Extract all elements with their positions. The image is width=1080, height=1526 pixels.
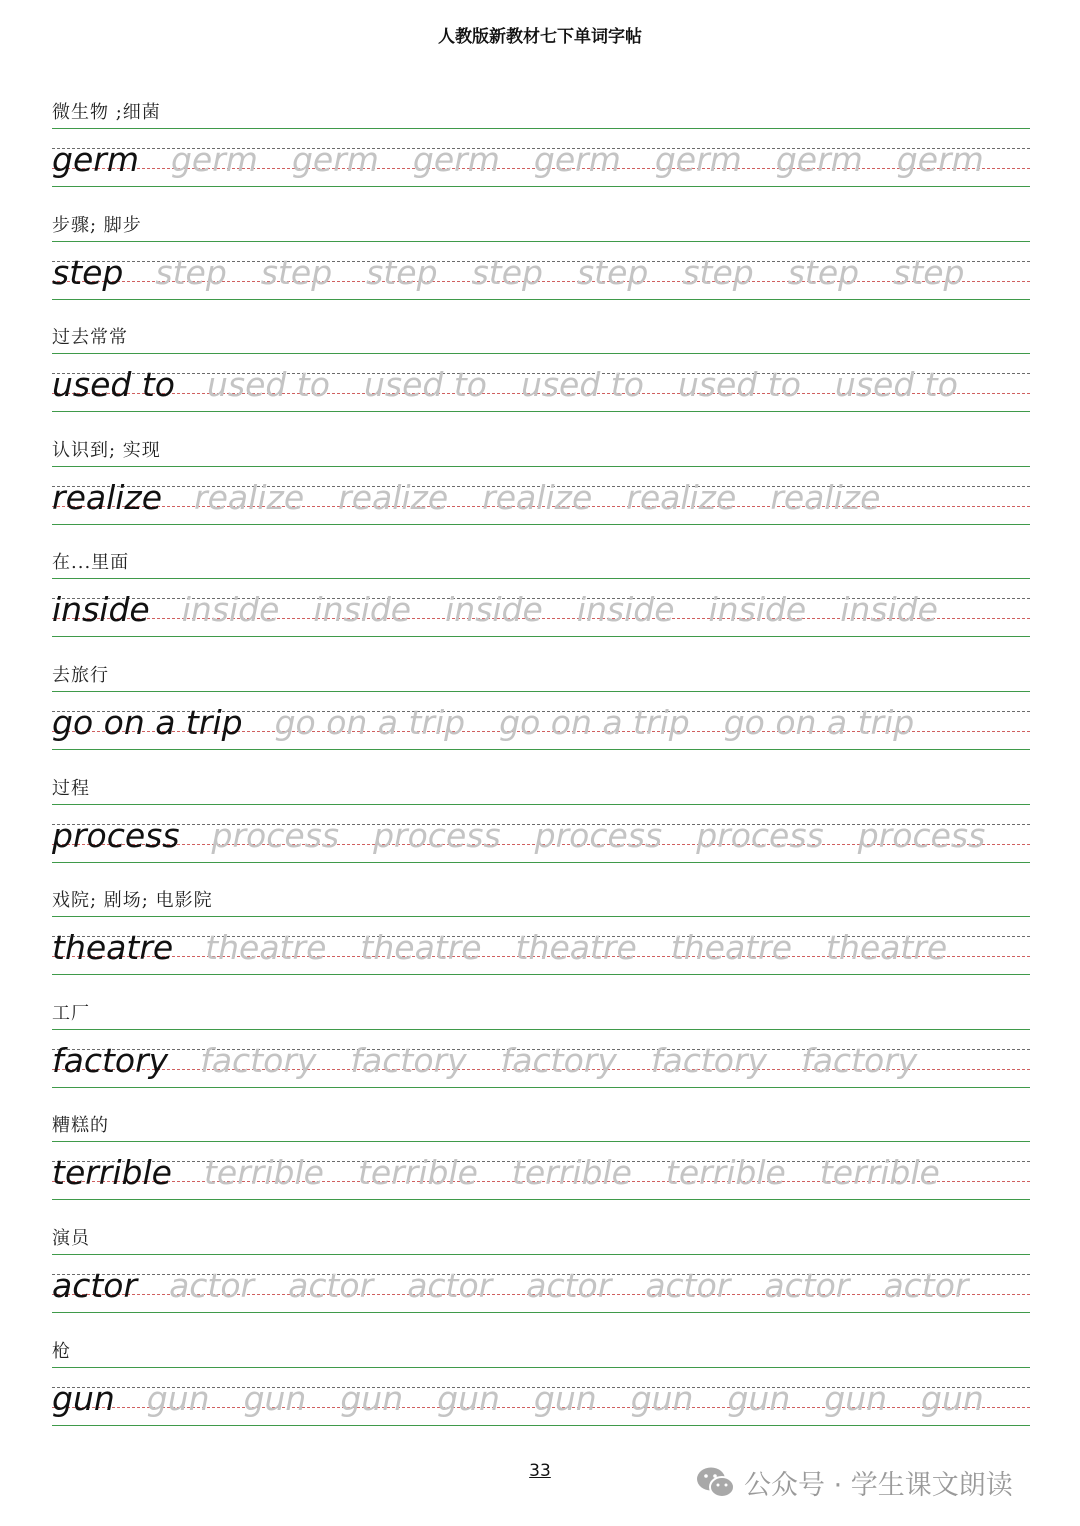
word-row	[52, 253, 999, 293]
guide-line	[52, 749, 1030, 750]
guide-line	[52, 524, 1030, 525]
word-meaning: 演员	[52, 1227, 90, 1249]
word-main: gun	[52, 1378, 115, 1418]
word-trace: germ	[775, 140, 863, 179]
writing-lines	[52, 1029, 1030, 1089]
word-trace: gun	[437, 1378, 500, 1418]
word-trace: go on a trip	[723, 702, 915, 742]
word-trace: factory	[801, 1040, 918, 1080]
guide-line	[52, 128, 1030, 129]
word-trace: step	[471, 252, 543, 292]
writing-lines	[52, 1254, 1030, 1314]
word-trace: used to	[834, 365, 958, 405]
word-trace: step	[155, 252, 227, 292]
page-number: 33	[529, 1461, 551, 1481]
word-trace: gun	[921, 1378, 984, 1418]
word-trace: actor	[645, 1265, 731, 1305]
word-trace: step	[366, 252, 438, 292]
practice-entry	[52, 1335, 1030, 1448]
word-trace: inside	[445, 590, 543, 630]
word-trace: realize	[482, 477, 593, 517]
guide-line	[52, 1425, 1030, 1426]
word-trace: gun	[824, 1378, 888, 1418]
word-meaning: 工厂	[52, 1002, 90, 1024]
word-row	[52, 1266, 1003, 1306]
word-trace: step	[893, 252, 965, 292]
writing-lines	[52, 128, 1030, 188]
word-trace: germ	[170, 140, 258, 179]
writing-lines	[52, 916, 1030, 976]
word-main: step	[52, 252, 124, 292]
word-trace: actor	[764, 1265, 850, 1305]
word-trace: germ	[291, 140, 379, 179]
practice-entry	[52, 209, 1030, 322]
word-meaning: 枪	[52, 1340, 71, 1362]
word-trace: process	[211, 815, 340, 855]
word-trace: realize	[626, 477, 737, 517]
word-meaning: 糟糕的	[52, 1115, 109, 1137]
word-trace: theatre	[205, 928, 327, 968]
practice-entry	[52, 321, 1030, 434]
guide-line	[52, 974, 1030, 975]
word-row	[52, 1041, 951, 1081]
guide-line	[52, 299, 1030, 300]
word-trace: terrible	[203, 1153, 324, 1193]
practice-entry	[52, 434, 1030, 547]
word-trace: go on a trip	[274, 702, 466, 742]
word-trace: factory	[500, 1040, 617, 1080]
guide-line	[52, 862, 1030, 863]
word-trace: step	[682, 252, 754, 292]
word-trace: germ	[412, 140, 500, 179]
guide-line	[52, 353, 1030, 354]
word-trace: gun	[340, 1378, 404, 1418]
writing-lines	[52, 691, 1030, 751]
watermark	[696, 1463, 1013, 1502]
watermark-text: 公众号 · 学生课文朗读	[744, 1470, 1013, 1501]
word-trace: germ	[533, 140, 621, 179]
word-meaning: 去旅行	[52, 664, 109, 686]
word-meaning: 微生物 ;细菌	[52, 102, 161, 123]
guide-line	[52, 1141, 1030, 1142]
word-trace: used to	[520, 365, 644, 405]
word-trace: gun	[533, 1378, 597, 1418]
word-trace: factory	[650, 1040, 768, 1080]
word-trace: terrible	[511, 1153, 632, 1193]
word-main: theatre	[52, 928, 174, 968]
word-trace: used to	[363, 365, 487, 405]
word-trace: process	[373, 815, 501, 855]
word-trace: factory	[350, 1040, 467, 1080]
practice-entry	[52, 659, 1030, 772]
page-title: 人教版新教材七下单词字帖	[438, 27, 642, 47]
word-trace: gun	[630, 1378, 694, 1418]
word-trace: actor	[526, 1265, 612, 1305]
word-trace: inside	[840, 590, 938, 630]
word-trace: gun	[146, 1378, 210, 1418]
guide-line	[52, 1254, 1030, 1255]
word-row	[52, 365, 992, 405]
writing-lines	[52, 1141, 1030, 1201]
word-trace: used to	[677, 365, 801, 405]
word-trace: theatre	[360, 928, 482, 968]
word-row	[52, 1379, 1018, 1419]
word-trace: realize	[194, 477, 305, 517]
word-main: realize	[52, 477, 163, 517]
guide-line	[52, 241, 1030, 242]
writing-lines	[52, 466, 1030, 526]
word-trace: inside	[576, 590, 675, 630]
word-row	[52, 590, 972, 630]
word-trace: step	[576, 252, 649, 292]
word-trace: germ	[654, 140, 742, 179]
writing-lines	[52, 804, 1030, 864]
word-trace: actor	[407, 1265, 493, 1305]
word-meaning: 过程	[52, 777, 90, 799]
word-main: process	[52, 815, 180, 855]
word-trace: process	[696, 815, 824, 855]
writing-lines	[52, 241, 1030, 301]
word-trace: process	[857, 815, 986, 855]
word-row	[52, 703, 948, 743]
word-trace: realize	[338, 477, 449, 517]
word-main: inside	[52, 590, 150, 630]
practice-entry	[52, 96, 1030, 209]
word-main: used to	[52, 365, 175, 405]
writing-lines	[52, 353, 1030, 413]
word-trace: inside	[181, 590, 280, 630]
word-practice-list	[52, 96, 1030, 1447]
practice-entry	[52, 772, 1030, 885]
guide-line	[52, 1312, 1030, 1313]
guide-line	[52, 1029, 1030, 1030]
writing-lines	[52, 578, 1030, 638]
word-main: actor	[52, 1265, 138, 1305]
word-trace: step	[787, 252, 860, 292]
wechat-icon	[696, 1466, 736, 1500]
word-row	[52, 478, 914, 518]
guide-line	[52, 1087, 1030, 1088]
word-meaning: 过去常常	[52, 327, 128, 349]
guide-line	[52, 578, 1030, 579]
word-main: germ	[52, 140, 139, 179]
guide-line	[52, 466, 1030, 467]
word-trace: terrible	[665, 1153, 786, 1193]
word-trace: actor	[883, 1265, 969, 1305]
word-trace: factory	[200, 1040, 317, 1080]
word-trace: used to	[206, 365, 330, 405]
guide-line	[52, 1199, 1030, 1200]
practice-entry	[52, 884, 1030, 997]
guide-line	[52, 186, 1030, 187]
word-main: terrible	[52, 1153, 172, 1193]
guide-line	[52, 916, 1030, 917]
word-trace: germ	[896, 140, 984, 179]
guide-line	[52, 804, 1030, 805]
word-meaning: 在...里面	[52, 552, 130, 574]
word-main: go on a trip	[52, 702, 243, 742]
word-row	[52, 928, 981, 968]
practice-entry	[52, 1222, 1030, 1335]
word-row	[52, 816, 1019, 856]
guide-line	[52, 691, 1030, 692]
practice-entry	[52, 546, 1030, 659]
word-trace: gun	[727, 1378, 791, 1418]
word-trace: realize	[770, 477, 881, 517]
word-trace: inside	[313, 590, 412, 630]
word-trace: theatre	[515, 928, 637, 968]
word-trace: actor	[169, 1265, 255, 1305]
writing-lines	[52, 1367, 1030, 1427]
word-trace: terrible	[357, 1153, 478, 1193]
practice-entry	[52, 1109, 1030, 1222]
word-trace: terrible	[819, 1153, 940, 1193]
word-meaning: 步骤; 脚步	[52, 214, 142, 236]
word-trace: inside	[708, 590, 807, 630]
word-trace: go on a trip	[499, 702, 690, 742]
word-meaning: 戏院; 剧场; 电影院	[52, 890, 213, 912]
word-meaning: 认识到; 实现	[52, 439, 161, 461]
guide-line	[52, 1367, 1030, 1368]
word-trace: theatre	[826, 928, 948, 968]
word-trace: theatre	[670, 928, 793, 968]
word-row	[52, 140, 1018, 180]
guide-line	[52, 636, 1030, 637]
guide-line	[52, 411, 1030, 412]
practice-entry	[52, 997, 1030, 1110]
word-main: factory	[52, 1040, 169, 1080]
word-trace: gun	[243, 1378, 307, 1418]
word-trace: step	[260, 252, 333, 292]
word-trace: actor	[288, 1265, 374, 1305]
word-row	[52, 1153, 974, 1193]
word-trace: process	[534, 815, 663, 855]
